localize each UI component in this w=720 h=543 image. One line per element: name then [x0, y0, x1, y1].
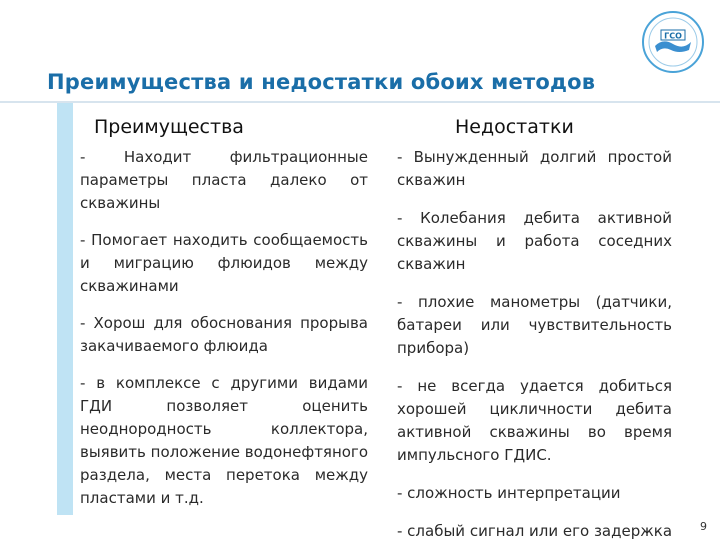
disadvantage-item: - Колебания дебита активной скважины и работа соседних скважин [397, 209, 672, 273]
advantages-heading: Преимущества [94, 116, 244, 138]
advantage-item: - в комплексе с другими видами ГДИ позволяет оценить неоднородность коллектора, выявить положение водонефтяного раздела, места перетока между пластами и т.д. [80, 374, 368, 507]
advantages-column [80, 112, 368, 510]
svg-text:ГСО: ГСО [664, 31, 682, 41]
disadvantage-item: - Вынужденный долгий простой скважин [397, 148, 672, 189]
disadvantages-heading: Недостатки [455, 116, 574, 138]
slide-title: Преимущества и недостатки обоих методов [47, 70, 596, 94]
company-logo [641, 10, 705, 74]
disadvantage-item: - не всегда удается добиться хорошей цикличности дебита активной скважины во время импульсного ГДИС. [397, 377, 672, 464]
disadvantage-item: - слабый сигнал или его задержка [397, 522, 673, 540]
disadvantages-column [397, 112, 672, 543]
page-number: 9 [700, 520, 707, 533]
advantage-item: - Находит фильтрационные параметры пласта далеко от скважины [80, 148, 368, 212]
disadvantage-item: - плохие манометры (датчики, батареи или чувствительность прибора) [397, 293, 672, 357]
disadvantage-item: - сложность интерпретации [397, 484, 621, 502]
decorative-side-bar [57, 103, 73, 515]
advantage-item: - Помогает находить сообщаемость и миграцию флюидов между скважинами [80, 231, 368, 295]
advantage-item: - Хорош для обоснования прорыва закачиваемого флюида [80, 314, 368, 355]
title-divider [0, 101, 720, 103]
